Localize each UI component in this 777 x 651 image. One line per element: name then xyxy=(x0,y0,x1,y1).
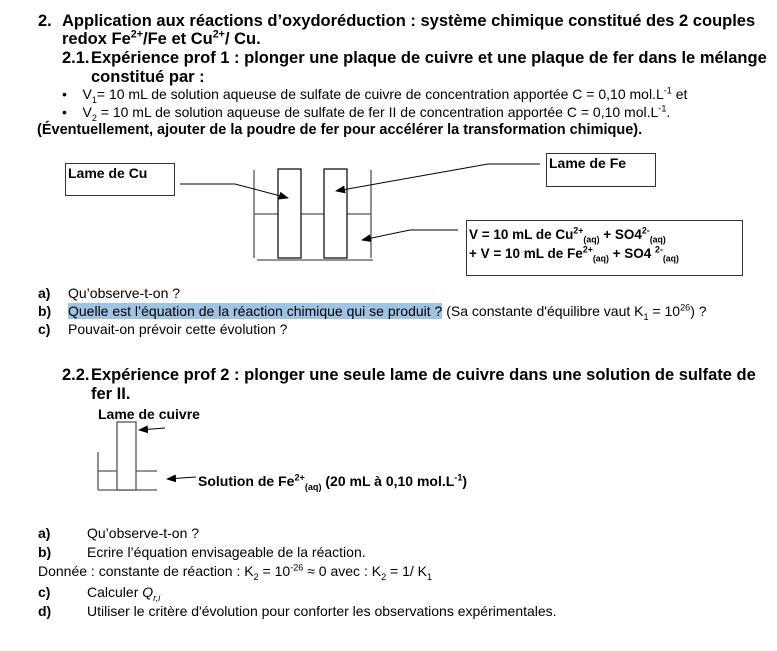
donnee: Donnée : constante de réaction : $K_2 = 10^{-26} \approx 0$ avec : $K_2 = 1/$ $K_1$ xyxy=(38,562,433,582)
exp1-note: (Éventuellement, ajouter de la poudre de fer pour accélérer la transformation chimique). xyxy=(37,122,643,138)
solution-line-1: V = 10 mL de $Cu^{2+}_{(aq)} + SO4^{2-}_{(aq)}$ xyxy=(469,225,666,245)
question-c-text: Pouvait-on prévoir cette évolution ? xyxy=(68,321,288,337)
question-a-text: Qu’observe-t-on ? xyxy=(68,285,181,301)
question-b-text: Quelle est l’équation de la réaction chimique qui se produit ? (Sa constante d'équilibre vaut $K_1 = 10^{26}$) ? xyxy=(68,302,707,322)
question-c-2-text: Calculer $Q_{r,i}$ xyxy=(87,584,161,603)
bullet-item: • $V_2 = 10$ mL de solution aqueuse de sulfate de fer II de concentration apportée C = 0,10 $mol.L^{-1}$. xyxy=(62,103,671,123)
question-a-2-text: Qu’observe-t-on ? xyxy=(87,525,200,541)
copper-plate xyxy=(278,169,301,258)
question-a-2: a) xyxy=(38,525,51,541)
beaker xyxy=(254,170,373,260)
label-lame-cuivre: Lame de cuivre xyxy=(98,406,200,422)
question-d-2-text: Utiliser le critère d'évolution pour conforter les observations expérimentales. xyxy=(87,603,557,619)
exp1-number: 2.1. xyxy=(62,49,90,67)
iron-plate xyxy=(324,169,347,258)
section-title-line1: Application aux réactions d’oxydoréduction : système chimique constitué des 2 couples xyxy=(62,12,756,30)
exp2-number: 2.2. xyxy=(62,366,90,384)
cu-arrow xyxy=(180,184,288,198)
highlighted-text[interactable]: Quelle est l’équation de la réaction chimique qui se produit ? xyxy=(68,303,443,319)
question-c-2: c) xyxy=(38,584,51,600)
question-b-2-text: Ecrire l’équation envisageable de la réaction. xyxy=(87,544,366,560)
question-c: c) xyxy=(38,321,51,337)
question-b-2: b) xyxy=(38,544,52,560)
fe-arrow xyxy=(336,164,540,191)
bullet-item: • $V_1= 10$ mL de solution aqueuse de sulfate de cuivre de concentration apportée C = 0,10 $mol.L^{-1}$ et xyxy=(62,85,688,105)
solution-line-2: + V = 10 mL de $Fe^{2+}_{(aq)} + SO4$ $^{2-}_{(aq)}$ xyxy=(469,244,679,264)
exp2-title-line1: Expérience prof 2 : plonger une seule lame de cuivre dans une solution de sulfate de xyxy=(91,366,756,384)
question-d-2: d) xyxy=(38,603,52,619)
section-number: 2. xyxy=(38,12,52,30)
label-lame-fe: Lame de Fe xyxy=(546,153,656,187)
question-b: b) xyxy=(38,303,52,319)
solution2-arrow xyxy=(167,477,196,479)
copper-plate-2 xyxy=(117,422,136,490)
solution-composition-box xyxy=(466,220,743,276)
exp1-title-line2: constitué par : xyxy=(91,68,205,86)
label-lame-cu: Lame de Cu xyxy=(65,163,175,196)
label-solution-fe: Solution de $Fe^{2+}_{(aq)}$ (20 mL à 0,10 $mol.L^{-1}$) xyxy=(198,472,468,492)
section-title-line2: redox $Fe^{2+}/Fe$ et $Cu^{2+}/$ Cu. xyxy=(62,28,261,48)
exp2-title-line2: fer II. xyxy=(91,385,131,403)
solution-arrow xyxy=(362,230,458,240)
exp1-title-line1: Expérience prof 1 : plonger une plaque de cuivre et une plaque de fer dans le mélange xyxy=(91,49,767,67)
lame-arrow xyxy=(139,428,165,430)
question-a: a) xyxy=(38,285,51,301)
